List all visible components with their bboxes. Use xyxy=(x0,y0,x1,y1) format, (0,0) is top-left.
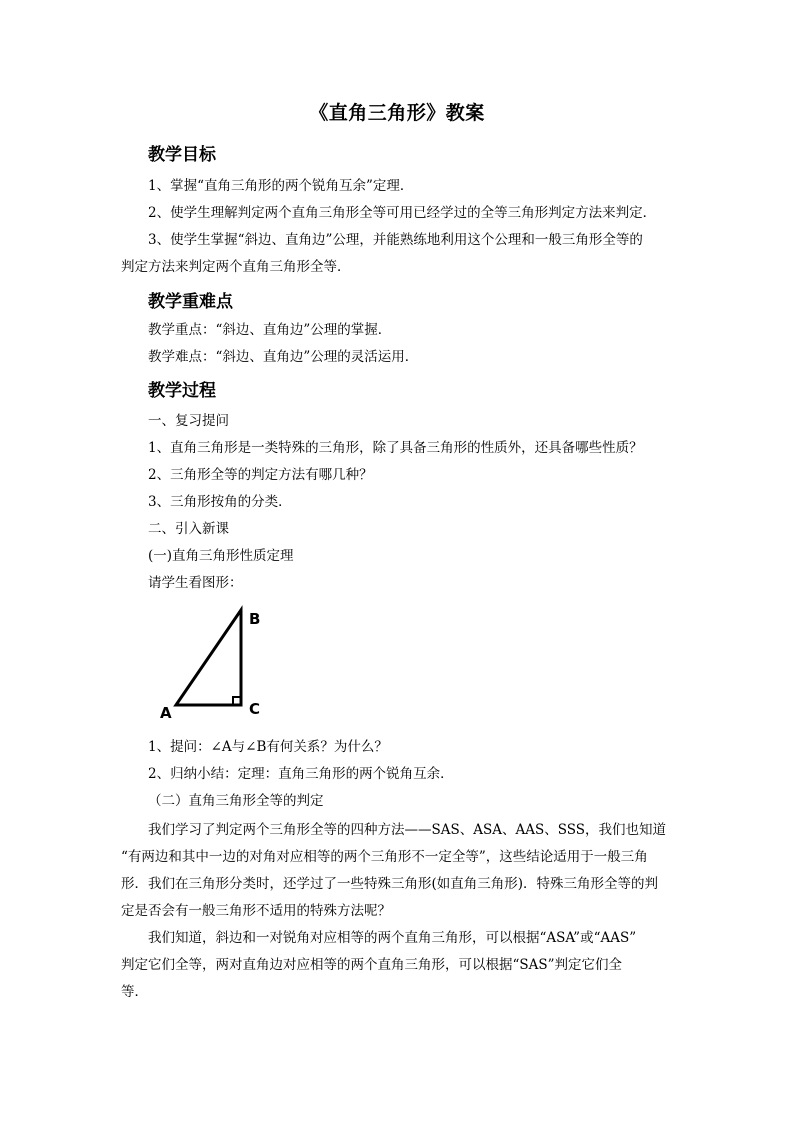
paragraph-1-line-4: 定是否会有一般三角形不适用的特殊方法呢？ xyxy=(121,903,391,919)
paragraph-2-line-2: 判定它们全等，两对直角边对应相等的两个直角三角形，可以根据“SAS”判定它们全 xyxy=(121,957,623,973)
paragraph-1-line-1: 我们学习了判定两个三角形全等的四种方法——SAS、ASA、AAS、SSS，我们也知道 xyxy=(148,822,667,838)
review-heading: 一、复习提问 xyxy=(148,413,229,429)
question-angles: 1、提问：∠A与∠B有何关系？为什么？ xyxy=(148,739,388,755)
paragraph-1-line-3: 形．我们在三角形分类时，还学过了一些特殊三角形(如直角三角形)．特殊三角形全等的判 xyxy=(121,876,659,892)
right-triangle-svg xyxy=(150,600,280,725)
key-point-2: 教学难点：“斜边、直角边”公理的灵活运用． xyxy=(148,349,419,365)
goal-item-3: 3、使学生掌握“斜边、直角边”公理，并能熟练地利用这个公理和一般三角形全等的 xyxy=(148,232,643,248)
review-question-3: 3、三角形按角的分类． xyxy=(148,494,292,510)
vertex-label-c: C xyxy=(249,700,261,718)
vertex-label-a: A xyxy=(160,704,172,722)
heading-goals: 教学目标 xyxy=(148,145,216,165)
subsection-1-heading: (一)直角三角形性质定理 xyxy=(148,548,294,564)
key-point-1: 教学重点：“斜边、直角边”公理的掌握． xyxy=(148,322,392,338)
paragraph-2-line-1: 我们知道，斜边和一对锐角对应相等的两个直角三角形，可以根据“ASA”或“AAS” xyxy=(148,930,637,946)
goal-item-3-cont: 判定方法来判定两个直角三角形全等． xyxy=(121,259,351,275)
right-triangle-figure xyxy=(150,600,280,729)
goal-item-1: 1、掌握“直角三角形的两个锐角互余”定理． xyxy=(148,178,414,194)
goal-item-2: 2、使学生理解判定两个直角三角形全等可用已经学过的全等三角形判定方法来判定． xyxy=(148,205,657,221)
summary-theorem: 2、归纳小结：定理：直角三角形的两个锐角互余． xyxy=(148,766,454,782)
vertex-label-b: B xyxy=(249,610,261,628)
triangle-shape xyxy=(176,610,241,705)
paragraph-2-line-3: 等． xyxy=(121,984,148,1000)
review-question-2: 2、三角形全等的判定方法有哪几种？ xyxy=(148,467,373,483)
heading-key-points: 教学重难点 xyxy=(148,292,233,312)
review-question-1: 1、直角三角形是一类特殊的三角形，除了具备三角形的性质外，还具备哪些性质？ xyxy=(148,440,643,456)
figure-intro: 请学生看图形： xyxy=(148,575,243,591)
document-title: 《直角三角形》教案 xyxy=(309,102,485,124)
subsection-2-heading: （二）直角三角形全等的判定 xyxy=(148,793,324,809)
heading-process: 教学过程 xyxy=(148,381,216,401)
paragraph-1-line-2: “有两边和其中一边的对角对应相等的两个三角形不一定全等”，这些结论适用于一般三角 xyxy=(121,849,648,865)
new-lesson-heading: 二、引入新课 xyxy=(148,521,229,537)
